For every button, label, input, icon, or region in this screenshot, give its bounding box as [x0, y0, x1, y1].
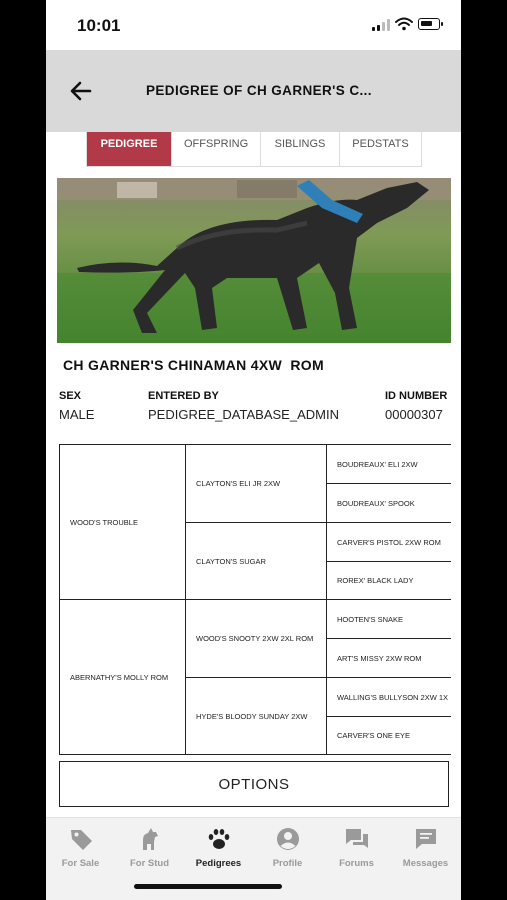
dog-name: CH GARNER'S CHINAMAN 4XW ROM — [63, 357, 324, 373]
nav-label: For Stud — [129, 858, 170, 869]
tab-pedigree[interactable]: PEDIGREE — [87, 132, 172, 166]
battery-icon — [418, 18, 440, 30]
great-grandparent-cell[interactable]: CARVER'S ONE EYE — [326, 716, 451, 755]
sex-label: SEX — [59, 390, 82, 402]
nav-label: Forums — [339, 858, 374, 869]
id-number-label: ID NUMBER — [385, 390, 448, 402]
grandparent-cell[interactable]: CLAYTON'S SUGAR — [185, 522, 327, 600]
tab-pedstats[interactable]: PEDSTATS — [352, 138, 409, 150]
nav-label: Pedigrees — [195, 858, 242, 869]
tab-siblings[interactable]: SIBLINGS — [261, 132, 340, 166]
message-icon — [413, 826, 439, 852]
paw-icon — [206, 826, 232, 852]
nav-pedigrees[interactable] — [184, 826, 253, 869]
home-indicator[interactable] — [134, 884, 282, 889]
great-grandparent-cell[interactable]: BOUDREAUX' SPOOK — [326, 483, 451, 523]
grandparent-cell[interactable]: WOOD'S SNOOTY 2XW 2XL ROM — [185, 599, 327, 678]
nav-profile[interactable] — [253, 826, 322, 869]
forum-icon — [344, 826, 370, 852]
great-grandparent-cell[interactable]: HOOTEN'S SNAKE — [326, 599, 451, 639]
great-grandparent-cell[interactable]: CARVER'S PISTOL 2XW ROM — [326, 522, 451, 562]
tab-offspring[interactable]: OFFSPRING — [172, 132, 261, 166]
nav-label: Profile — [272, 858, 303, 869]
sex-value: MALE — [59, 407, 95, 422]
great-grandparent-cell[interactable]: BOUDREAUX' ELI 2XW — [326, 444, 451, 484]
entered-by-label: ENTERED BY — [148, 390, 219, 402]
nav-messages[interactable] — [391, 826, 460, 869]
status-bar — [46, 0, 461, 50]
cellular-signal-icon — [372, 19, 390, 31]
app-screen — [46, 0, 461, 900]
entered-by-value: PEDIGREE_DATABASE_ADMIN — [148, 407, 339, 422]
profile-icon — [275, 826, 301, 852]
great-grandparent-cell[interactable]: ROREX' BLACK LADY — [326, 561, 451, 600]
page-title: PEDIGREE OF CH GARNER'S C... — [146, 83, 372, 98]
pedigree-tree — [59, 444, 451, 755]
wifi-icon — [395, 17, 413, 31]
id-number-value: 00000307 — [385, 407, 443, 422]
app-header — [46, 50, 461, 132]
nav-forums[interactable] — [322, 826, 391, 869]
nav-for-stud[interactable] — [115, 826, 184, 869]
arrow-left-icon[interactable] — [68, 78, 94, 104]
grandparent-cell[interactable]: HYDE'S BLOODY SUNDAY 2XW — [185, 677, 327, 755]
grandparent-cell[interactable]: CLAYTON'S ELI JR 2XW — [185, 444, 327, 523]
dam-cell[interactable]: ABERNATHY'S MOLLY ROM — [59, 599, 186, 755]
nav-label: For Sale — [61, 858, 100, 869]
great-grandparent-cell[interactable]: WALLING'S BULLYSON 2XW 1X — [326, 677, 451, 717]
status-time: 10:01 — [77, 16, 121, 35]
options-button[interactable]: OPTIONS — [59, 761, 449, 807]
dog-icon — [137, 826, 163, 852]
tag-icon — [68, 826, 94, 852]
tab-bar — [86, 132, 422, 167]
great-grandparent-cell[interactable]: ART'S MISSY 2XW ROM — [326, 638, 451, 678]
dog-photo — [57, 178, 451, 343]
nav-label: Messages — [402, 858, 449, 869]
nav-for-sale[interactable] — [46, 826, 115, 869]
sire-cell[interactable]: WOOD'S TROUBLE — [59, 444, 186, 600]
